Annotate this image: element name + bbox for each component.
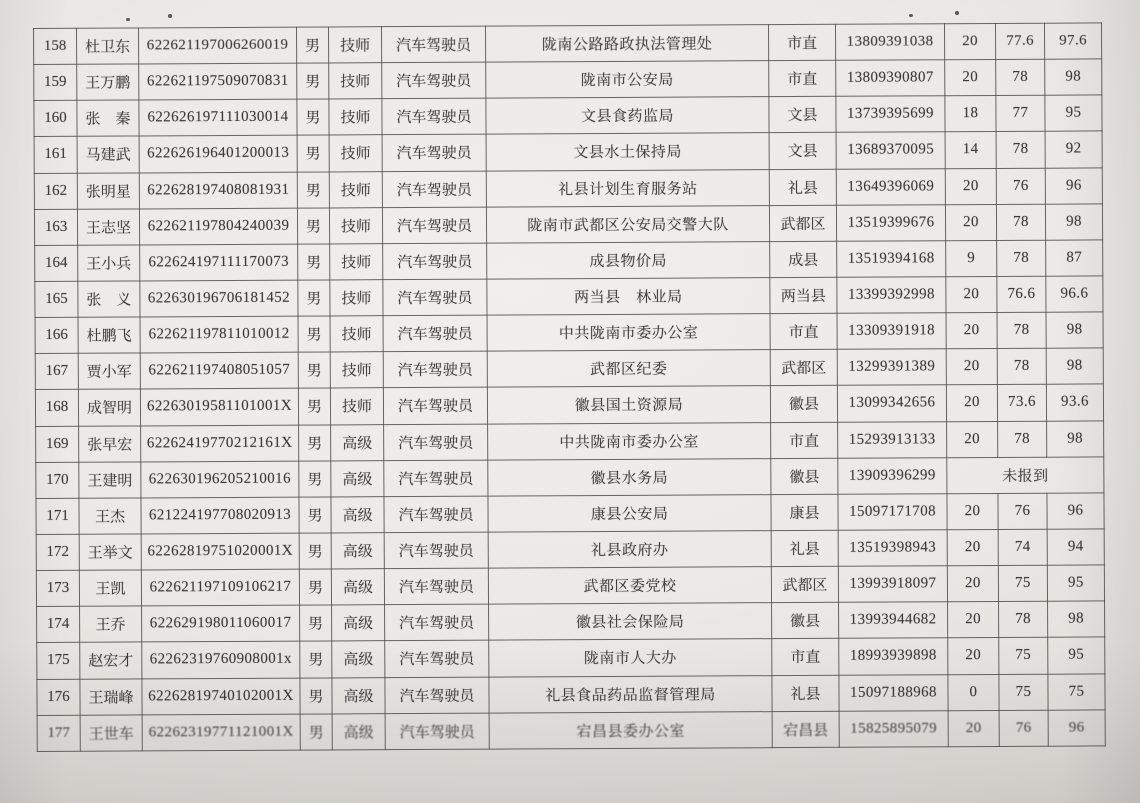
level-cell: 高级 <box>331 533 384 569</box>
occupation-cell: 汽车驾驶员 <box>384 424 488 461</box>
bonus-score-cell: 0 <box>948 674 999 710</box>
total-score-cell: 75 <box>1048 673 1105 709</box>
exam-score-cell: 73.6 <box>997 385 1046 421</box>
row-number-cell: 177 <box>37 715 80 752</box>
id-number-cell: 62262319760908001x <box>142 642 300 679</box>
gender-cell: 男 <box>296 27 328 63</box>
work-unit-cell: 成县物价局 <box>487 241 770 279</box>
exam-score-cell: 75 <box>999 674 1048 710</box>
id-number-cell: 622624197111170073 <box>140 244 298 281</box>
name-cell: 王万鹏 <box>77 64 139 100</box>
row-number-cell: 173 <box>36 570 79 606</box>
name-cell: 王杰 <box>79 498 141 534</box>
phone-cell: 15293913133 <box>838 421 947 458</box>
id-number-cell: 622621197804240039 <box>139 208 297 245</box>
phone-cell: 13399392998 <box>837 277 946 314</box>
region-cell: 成县 <box>770 241 837 277</box>
exam-score-cell: 78 <box>998 421 1047 457</box>
gender-cell: 男 <box>299 424 331 460</box>
table-row <box>37 601 1105 643</box>
results-table <box>33 22 1106 752</box>
gender-cell: 男 <box>298 352 330 388</box>
gender-cell: 男 <box>297 208 329 244</box>
bonus-score-cell: 20 <box>945 168 996 204</box>
row-number-cell: 175 <box>37 643 80 679</box>
row-number-cell: 168 <box>35 390 78 426</box>
row-number-cell: 160 <box>34 101 77 137</box>
work-unit-cell: 徽县水务局 <box>488 458 771 496</box>
row-number-cell: 159 <box>34 64 77 100</box>
bonus-score-cell: 20 <box>947 566 998 602</box>
level-cell: 技师 <box>328 27 381 63</box>
row-number-cell: 170 <box>36 462 79 498</box>
level-cell: 高级 <box>331 460 384 496</box>
gender-cell: 男 <box>298 388 330 424</box>
exam-score-cell: 75 <box>999 638 1048 674</box>
occupation-cell: 汽车驾驶员 <box>384 496 488 533</box>
exam-score-cell: 78 <box>999 601 1048 637</box>
occupation-cell: 汽车驾驶员 <box>382 98 486 135</box>
phone-cell: 18993939898 <box>839 638 948 675</box>
phone-cell: 15097171708 <box>838 494 947 531</box>
gender-cell: 男 <box>299 497 331 533</box>
total-score-cell: 98 <box>1045 204 1102 240</box>
bonus-score-cell: 20 <box>946 385 997 421</box>
exam-score-cell: 76.6 <box>997 276 1046 312</box>
work-unit-cell: 两当县 林业局 <box>487 278 770 316</box>
region-cell: 文县 <box>769 133 836 169</box>
row-number-cell: 169 <box>36 426 79 462</box>
occupation-cell: 汽车驾驶员 <box>382 135 486 172</box>
level-cell: 技师 <box>329 207 382 243</box>
region-cell: 市直 <box>768 24 835 60</box>
table-row <box>34 131 1102 173</box>
gender-cell: 男 <box>297 172 329 208</box>
phone-cell: 13099342656 <box>837 385 946 422</box>
name-cell: 张早宏 <box>79 425 141 461</box>
level-cell: 高级 <box>331 569 384 605</box>
table-row <box>34 95 1102 137</box>
row-number-cell: 158 <box>34 28 77 64</box>
id-number-cell: 62262819740102001X <box>142 678 300 715</box>
region-cell: 康县 <box>771 494 838 530</box>
name-cell: 王举文 <box>79 534 141 570</box>
phone-cell: 13993944682 <box>839 602 948 639</box>
work-unit-cell: 陇南市武都区公安局交警大队 <box>486 205 769 243</box>
exam-score-cell: 76 <box>998 493 1047 529</box>
level-cell: 高级 <box>332 641 385 677</box>
phone-cell: 13909396299 <box>838 457 947 494</box>
name-cell: 王志坚 <box>77 209 139 245</box>
phone-cell: 13689370095 <box>836 132 945 169</box>
work-unit-cell: 武都区纪委 <box>487 350 770 388</box>
phone-cell: 13809391038 <box>835 24 944 61</box>
name-cell: 杜鹏飞 <box>78 317 140 353</box>
exam-score-cell: 74 <box>998 529 1047 565</box>
exam-score-cell: 77 <box>996 95 1045 131</box>
work-unit-cell: 中共陇南市委办公室 <box>487 314 770 352</box>
gender-cell: 男 <box>300 677 332 713</box>
id-number-cell: 622621197509070831 <box>139 63 297 100</box>
id-number-cell: 622626197111030014 <box>139 99 297 136</box>
id-number-cell: 622630196205210016 <box>141 461 299 498</box>
region-cell: 徽县 <box>770 386 837 422</box>
phone-cell: 13739395699 <box>836 96 945 133</box>
bonus-score-cell: 20 <box>946 349 997 385</box>
bonus-score-cell: 20 <box>946 276 997 312</box>
phone-cell: 13809390807 <box>836 60 945 97</box>
work-unit-cell: 礼县食品药品监督管理局 <box>489 675 772 713</box>
gender-cell: 男 <box>300 641 332 677</box>
id-number-cell: 62262319771121001X <box>142 714 300 751</box>
occupation-cell: 汽车驾驶员 <box>383 279 487 316</box>
name-cell: 杜卫东 <box>77 28 139 64</box>
region-cell: 文县 <box>769 97 836 133</box>
table-row <box>34 204 1102 246</box>
bonus-score-cell: 20 <box>944 23 995 59</box>
level-cell: 技师 <box>330 244 383 280</box>
level-cell: 高级 <box>332 677 385 713</box>
region-cell: 武都区 <box>769 205 836 241</box>
phone-cell: 15825895079 <box>839 710 948 747</box>
row-number-cell: 167 <box>35 354 78 390</box>
region-cell: 礼县 <box>772 675 839 711</box>
table-row <box>36 457 1104 499</box>
occupation-cell: 汽车驾驶员 <box>382 171 486 208</box>
region-cell: 市直 <box>771 422 838 458</box>
bonus-score-cell: 20 <box>945 204 996 240</box>
gender-cell: 男 <box>299 533 331 569</box>
id-number-cell: 62262419770212161X <box>141 425 299 462</box>
level-cell: 高级 <box>332 713 385 750</box>
total-score-cell: 96.6 <box>1046 276 1103 312</box>
exam-score-cell: 78 <box>997 240 1046 276</box>
id-number-cell: 622628197408081931 <box>139 172 297 209</box>
photo-speck <box>168 14 172 18</box>
total-score-cell: 96 <box>1048 710 1105 747</box>
row-number-cell: 163 <box>34 209 77 245</box>
total-score-cell: 97.6 <box>1044 23 1101 59</box>
name-cell: 张 秦 <box>77 100 139 136</box>
table-row <box>36 565 1104 607</box>
occupation-cell: 汽车驾驶员 <box>385 604 489 641</box>
occupation-cell: 汽车驾驶员 <box>383 243 487 280</box>
table-row <box>35 276 1103 318</box>
work-unit-cell: 武都区委党校 <box>488 567 771 605</box>
level-cell: 高级 <box>332 605 385 641</box>
id-number-cell: 62263019581101001X <box>140 389 298 426</box>
exam-score-cell: 77.6 <box>995 23 1044 59</box>
exam-score-cell: 78 <box>996 132 1045 168</box>
total-score-cell: 96 <box>1047 493 1104 529</box>
total-score-cell: 94 <box>1047 529 1104 565</box>
occupation-cell: 汽车驾驶员 <box>382 62 486 99</box>
exam-score-cell: 76 <box>996 168 1045 204</box>
table-row <box>37 710 1105 752</box>
work-unit-cell: 徽县国土资源局 <box>487 386 770 424</box>
bonus-score-cell: 18 <box>945 96 996 132</box>
gender-cell: 男 <box>300 605 332 641</box>
name-cell: 张 义 <box>78 281 140 317</box>
region-cell: 市直 <box>770 313 837 349</box>
gender-cell: 男 <box>300 714 332 750</box>
name-cell: 张明星 <box>77 173 139 209</box>
gender-cell: 男 <box>298 280 330 316</box>
level-cell: 技师 <box>330 316 383 352</box>
level-cell: 技师 <box>330 280 383 316</box>
phone-cell: 15097188968 <box>839 674 948 711</box>
id-number-cell: 622629198011060017 <box>142 605 300 642</box>
total-score-cell: 98 <box>1046 348 1103 384</box>
photo-speck <box>126 18 130 21</box>
row-number-cell: 161 <box>34 137 77 173</box>
id-number-cell: 622621197006260019 <box>139 27 297 64</box>
gender-cell: 男 <box>297 63 329 99</box>
gender-cell: 男 <box>298 316 330 352</box>
phone-cell: 13519398943 <box>838 530 947 567</box>
row-number-cell: 171 <box>36 498 79 534</box>
level-cell: 高级 <box>331 424 384 460</box>
id-number-cell: 622621197811010012 <box>140 316 298 353</box>
work-unit-cell: 文县水土保持局 <box>486 133 769 171</box>
occupation-cell: 汽车驾驶员 <box>384 568 488 605</box>
phone-cell: 13519399676 <box>836 204 945 241</box>
table-row <box>36 529 1104 571</box>
gender-cell: 男 <box>297 99 329 135</box>
phone-cell: 13299391389 <box>837 349 946 386</box>
work-unit-cell: 宕昌县委办公室 <box>489 711 772 749</box>
row-number-cell: 172 <box>36 534 79 570</box>
work-unit-cell: 徽县社会保险局 <box>489 603 772 641</box>
bonus-score-cell: 20 <box>948 638 999 674</box>
total-score-cell: 98 <box>1048 601 1105 637</box>
id-number-cell: 622621197109106217 <box>141 569 299 606</box>
name-cell: 王小兵 <box>78 245 140 281</box>
exam-score-cell: 75 <box>998 565 1047 601</box>
total-score-cell: 95 <box>1045 95 1102 131</box>
name-cell: 王乔 <box>80 606 142 642</box>
level-cell: 技师 <box>329 63 382 99</box>
bonus-score-cell: 20 <box>947 493 998 529</box>
total-score-cell: 98 <box>1046 312 1103 348</box>
region-cell: 礼县 <box>771 530 838 566</box>
table-row <box>37 637 1105 679</box>
bonus-score-cell: 20 <box>947 421 998 457</box>
work-unit-cell: 康县公安局 <box>488 494 771 532</box>
level-cell: 技师 <box>329 99 382 135</box>
occupation-cell: 汽车驾驶员 <box>385 641 489 678</box>
region-cell: 武都区 <box>770 350 837 386</box>
region-cell: 宕昌县 <box>772 711 839 748</box>
exam-score-cell: 78 <box>997 312 1046 348</box>
phone-cell: 13993918097 <box>838 566 947 603</box>
name-cell: 王瑞峰 <box>80 678 142 714</box>
bonus-score-cell: 20 <box>947 529 998 565</box>
photo-speck <box>955 11 959 15</box>
work-unit-cell: 陇南市公安局 <box>486 61 769 99</box>
total-score-cell: 93.6 <box>1046 384 1103 420</box>
total-score-cell: 95 <box>1048 637 1105 673</box>
id-number-cell: 622621197408051057 <box>140 352 298 389</box>
level-cell: 技师 <box>330 352 383 388</box>
level-cell: 技师 <box>330 388 383 424</box>
occupation-cell: 汽车驾驶员 <box>382 207 486 244</box>
total-score-cell: 98 <box>1045 59 1102 95</box>
exam-score-cell: 78 <box>996 59 1045 95</box>
total-score-cell: 87 <box>1046 240 1103 276</box>
exam-score-cell: 78 <box>997 348 1046 384</box>
name-cell: 王凯 <box>79 570 141 606</box>
bonus-score-cell: 20 <box>948 602 999 638</box>
table-row <box>35 240 1103 282</box>
occupation-cell: 汽车驾驶员 <box>385 677 489 714</box>
region-cell: 武都区 <box>771 566 838 602</box>
region-cell: 徽县 <box>772 603 839 639</box>
total-score-cell: 95 <box>1047 565 1104 601</box>
photo-speck <box>909 14 913 17</box>
row-number-cell: 164 <box>35 245 78 281</box>
region-cell: 市直 <box>769 60 836 96</box>
row-number-cell: 165 <box>35 281 78 317</box>
table-row <box>35 348 1103 390</box>
table-row <box>34 59 1102 101</box>
bonus-score-cell: 20 <box>945 60 996 96</box>
region-cell: 两当县 <box>770 277 837 313</box>
name-cell: 贾小军 <box>78 353 140 389</box>
bonus-score-cell: 20 <box>948 710 999 747</box>
gender-cell: 男 <box>297 135 329 171</box>
occupation-cell: 汽车驾驶员 <box>385 713 489 750</box>
table-row <box>34 23 1102 65</box>
occupation-cell: 汽车驾驶员 <box>381 26 485 63</box>
phone-cell: 13309391918 <box>837 313 946 350</box>
level-cell: 技师 <box>329 135 382 171</box>
total-score-cell: 98 <box>1047 420 1104 456</box>
total-score-cell: 96 <box>1045 167 1102 203</box>
row-number-cell: 174 <box>37 607 80 643</box>
gender-cell: 男 <box>299 569 331 605</box>
id-number-cell: 62262819751020001X <box>141 533 299 570</box>
work-unit-cell: 礼县计划生育服务站 <box>486 169 769 207</box>
table-row <box>36 493 1104 535</box>
name-cell: 王世车 <box>80 715 142 752</box>
bonus-score-cell: 20 <box>946 313 997 349</box>
id-number-cell: 622626196401200013 <box>139 136 297 173</box>
row-number-cell: 176 <box>37 679 80 715</box>
region-cell: 市直 <box>772 639 839 675</box>
region-cell: 徽县 <box>771 458 838 494</box>
name-cell: 成智明 <box>78 389 140 425</box>
exam-score-cell: 78 <box>996 204 1045 240</box>
total-score-cell: 92 <box>1045 131 1102 167</box>
work-unit-cell: 中共陇南市委办公室 <box>488 422 771 460</box>
table-row <box>37 673 1105 715</box>
table-row <box>35 384 1103 426</box>
work-unit-cell: 陇南公路路政执法管理处 <box>485 25 768 63</box>
work-unit-cell: 礼县政府办 <box>488 531 771 569</box>
gender-cell: 男 <box>298 244 330 280</box>
table-row <box>34 167 1102 209</box>
bonus-score-cell: 14 <box>945 132 996 168</box>
work-unit-cell: 陇南市人大办 <box>489 639 772 677</box>
work-unit-cell: 文县食药监局 <box>486 97 769 135</box>
name-cell: 马建武 <box>77 136 139 172</box>
phone-cell: 13649396069 <box>836 168 945 205</box>
bonus-score-cell: 9 <box>946 240 997 276</box>
level-cell: 技师 <box>329 171 382 207</box>
phone-cell: 13519394168 <box>837 241 946 278</box>
occupation-cell: 汽车驾驶员 <box>383 351 487 388</box>
results-table-body <box>34 23 1106 752</box>
name-cell: 赵宏才 <box>80 642 142 678</box>
exam-score-cell: 76 <box>999 710 1048 747</box>
row-number-cell: 166 <box>35 317 78 353</box>
occupation-cell: 汽车驾驶员 <box>383 315 487 352</box>
id-number-cell: 621224197708020913 <box>141 497 299 534</box>
id-number-cell: 622630196706181452 <box>140 280 298 317</box>
table-row <box>36 420 1104 462</box>
table-row <box>35 312 1103 354</box>
gender-cell: 男 <box>299 461 331 497</box>
occupation-cell: 汽车驾驶员 <box>384 532 488 569</box>
level-cell: 高级 <box>331 496 384 532</box>
occupation-cell: 汽车驾驶员 <box>383 388 487 425</box>
occupation-cell: 汽车驾驶员 <box>384 460 488 497</box>
no-show-status-cell: 未报到 <box>947 457 1104 494</box>
row-number-cell: 162 <box>34 173 77 209</box>
region-cell: 礼县 <box>769 169 836 205</box>
name-cell: 王建明 <box>79 462 141 498</box>
